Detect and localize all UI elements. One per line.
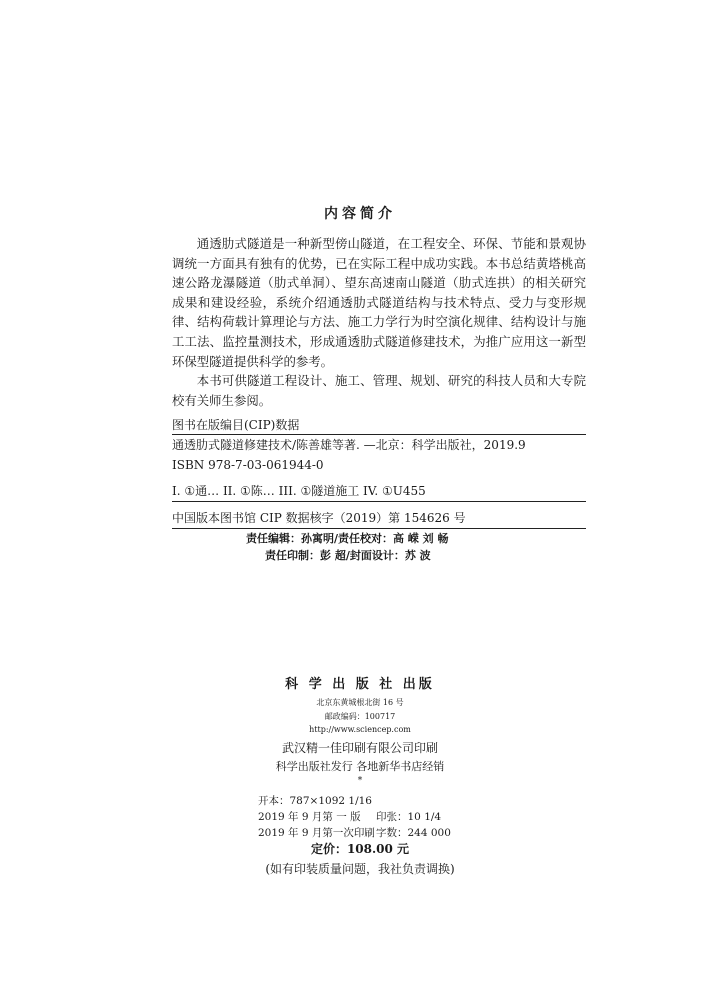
publisher-name: 科 学 出 版 社 出版	[285, 677, 435, 692]
separator-star: *	[357, 776, 363, 786]
credits-editor: 责任编辑：孙寓明/责任校对：高 嵘 刘 畅	[246, 532, 449, 545]
cip-footer: 中国版本图书馆 CIP 数据核字（2019）第 154626 号	[172, 511, 466, 525]
cip-heading: 图书在版编目(CIP)数据	[172, 418, 300, 432]
summary-title: 内容简介	[324, 206, 396, 222]
price: 定价：108.00 元	[310, 842, 410, 856]
summary-paragraph: 通透肋式隧道是一种新型傍山隧道，在工程安全、环保、节能和景观协调统一方面具有独有的优势，已在实际工程中成功实践。本书总结黄塔桃高速公路龙瀑隧道（肋式单洞）、望东高速南山隧道（肋式连拱）的相关研究成果和建设经验，系统介绍通透肋式隧道结构与技术特点、受力与变形规律、结构荷载计算理论与方法、施工力学行为时空演化规律、结构设计与施工工法、监控量测技术，形成通透肋式隧道修建技术，为推广应用这一新型环保型隧道提供科学的参考。	[172, 236, 586, 369]
spec-edition: 2019 年 9 月第 一 版	[258, 811, 361, 823]
spec-printing: 2019 年 9 月第一次印刷	[258, 827, 375, 839]
spec-edition-row	[258, 809, 458, 825]
summary-body	[172, 234, 586, 410]
printer: 武汉精一佳印刷有限公司印刷	[281, 741, 438, 755]
spec-word-count: 字数：244 000	[376, 827, 451, 839]
credits	[0, 530, 720, 564]
spec-format: 开本：787×1092 1/16	[258, 795, 372, 807]
distributor: 科学出版社发行 各地新华书店经销	[275, 760, 445, 773]
cip-line: ISBN 978-7-03-061944-0	[172, 458, 324, 472]
summary-paragraph: 本书可供隧道工程设计、施工、管理、规划、研究的科技人员和大专院校有关师生参阅。	[172, 373, 586, 408]
cip-line: 通透肋式隧道修建技术/陈善雄等著. —北京：科学出版社，2019.9	[172, 438, 526, 452]
spec-printing-row	[258, 825, 458, 841]
spec-sheets: 印张：10 1/4	[376, 811, 442, 823]
cip-end-rule	[172, 528, 586, 529]
cip-line: I. ①通… II. ①陈… III. ①隧道施工 IV. ①U455	[172, 484, 426, 498]
print-specs	[258, 793, 458, 841]
publisher-url: http://www.sciencep.com	[309, 725, 411, 734]
publisher-postcode: 邮政编码：100717	[324, 712, 396, 721]
cip-data-block	[172, 416, 586, 529]
credits-printing: 责任印制：彭 超/封面设计：苏 波	[265, 549, 431, 562]
quality-notice: (如有印装质量问题，我社负责调换)	[265, 862, 455, 876]
publisher-address: 北京东黄城根北街 16 号	[316, 698, 404, 707]
